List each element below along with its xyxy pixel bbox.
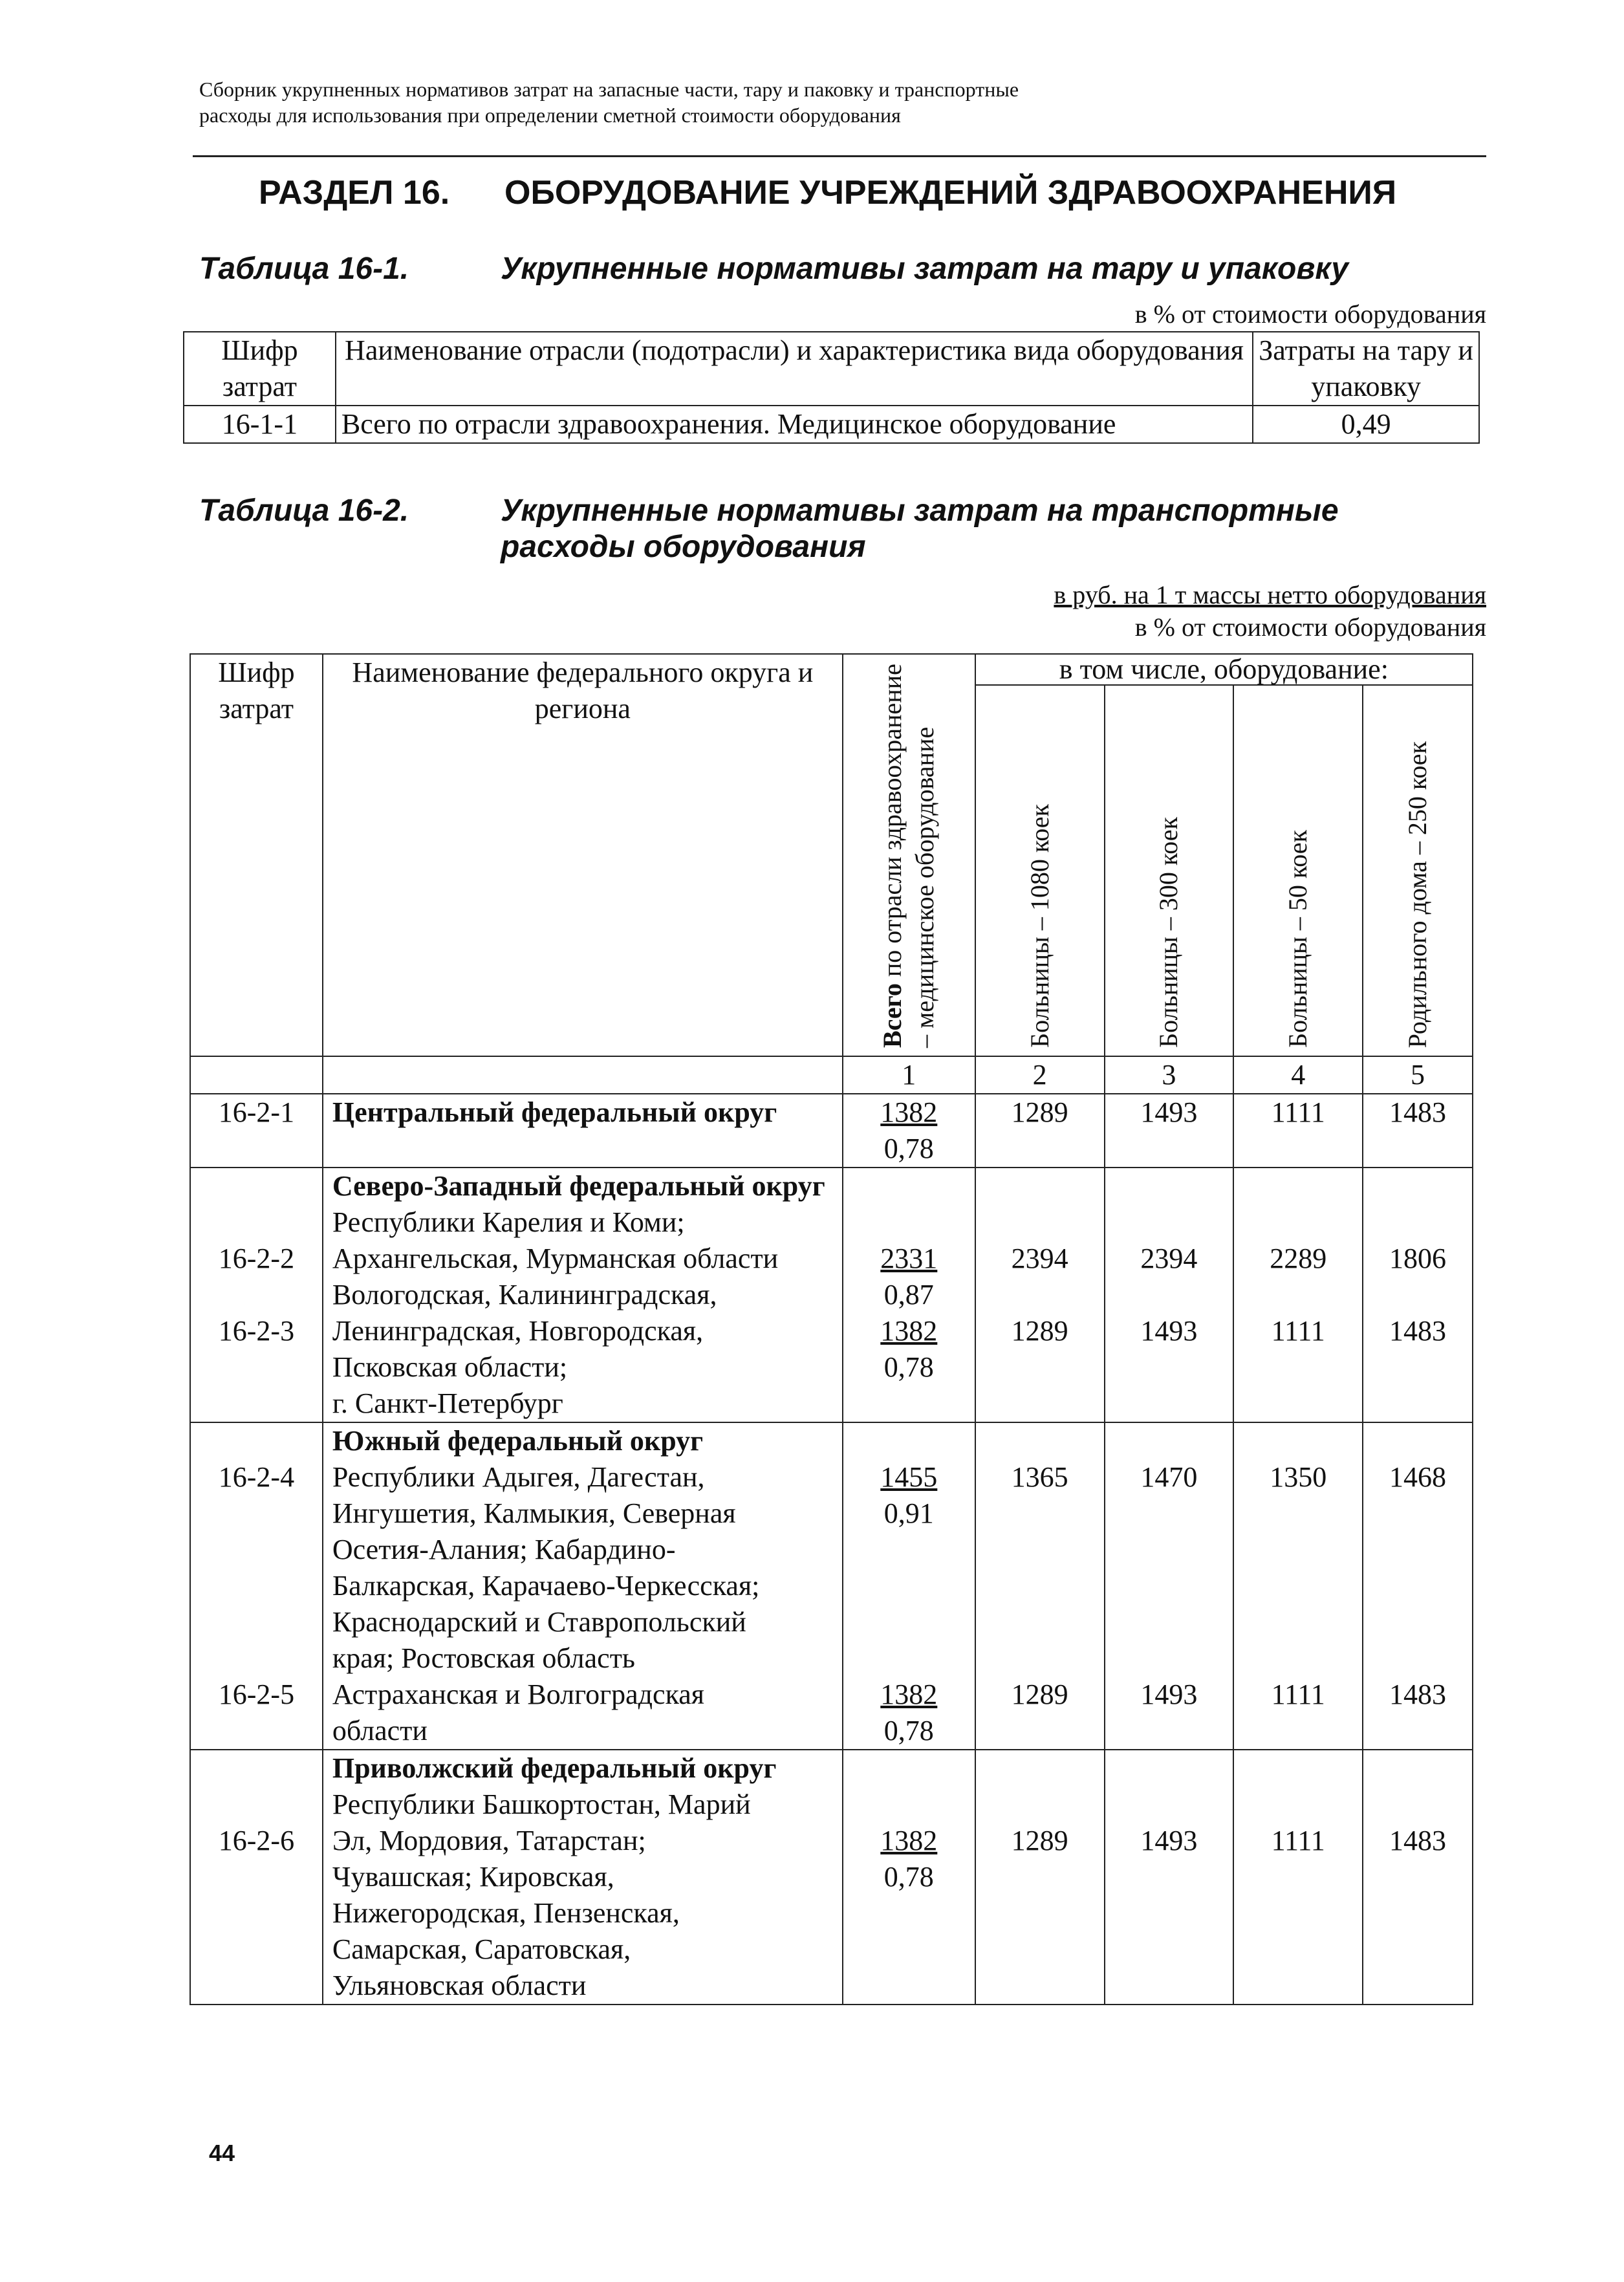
row-code xyxy=(190,1422,323,1750)
row-name xyxy=(323,1750,843,2005)
region-text: Осетия-Алания; Кабардино- xyxy=(332,1534,676,1565)
region-text: Краснодарский и Ставропольский xyxy=(332,1606,746,1638)
value: 2394 xyxy=(1011,1243,1068,1274)
col-number: 2 xyxy=(975,1056,1105,1094)
code-16-2-4: 16-2-4 xyxy=(218,1461,295,1493)
region-text: Самарская, Саратовская, xyxy=(332,1933,631,1965)
table1-label: Таблица 16-1. xyxy=(199,252,409,286)
total-rub: 1382 xyxy=(880,1096,938,1128)
code-16-2-3: 16-2-3 xyxy=(218,1315,295,1347)
row-total xyxy=(843,1422,975,1750)
district-title: Приволжский федеральный округ xyxy=(332,1752,777,1784)
row-maternity xyxy=(1363,1750,1473,2005)
total-rub: 1382 xyxy=(880,1679,938,1710)
row-name xyxy=(323,1422,843,1750)
row-maternity: 1483 xyxy=(1363,1094,1473,1168)
row-hospital-1080 xyxy=(975,1750,1105,2005)
row-name: Всего по отрасли здравоохранения. Медицинское оборудование xyxy=(336,406,1253,443)
district-title: Южный федеральный округ xyxy=(332,1425,704,1457)
row-total xyxy=(843,1094,975,1168)
table1-unit: в % от стоимости оборудования xyxy=(1134,299,1486,329)
table2-header-row xyxy=(190,654,1473,685)
value: 1493 xyxy=(1140,1315,1198,1347)
row-hospital-1080 xyxy=(975,1422,1105,1750)
table-row xyxy=(184,406,1479,443)
col-hospital-300-header xyxy=(1105,685,1234,1056)
row-hospital-300: 1493 xyxy=(1105,1094,1234,1168)
region-text: Псковская области; xyxy=(332,1351,568,1383)
total-pct: 0,78 xyxy=(883,1351,934,1383)
table2-unit-pct: в % от стоимости оборудования xyxy=(1134,613,1486,642)
table-row-group xyxy=(190,1422,1473,1750)
col-hospital-50-header xyxy=(1233,685,1363,1056)
blank-cell xyxy=(323,1056,843,1094)
region-text: Республики Башкортостан, Марий xyxy=(332,1788,751,1820)
header-divider xyxy=(193,155,1486,157)
region-text: Республики Карелия и Коми; xyxy=(332,1206,685,1238)
region-text: Астраханская и Волгоградская xyxy=(332,1679,705,1710)
row-code: 16-2-1 xyxy=(190,1094,323,1168)
region-text: Эл, Мордовия, Татарстан; xyxy=(332,1825,646,1856)
table2-title: Укрупненные нормативы затрат на транспортные расходы оборудования xyxy=(501,494,1339,564)
col-code-header: Шифр затрат xyxy=(190,654,323,1056)
total-bold: Всего xyxy=(878,983,907,1048)
row-cost: 0,49 xyxy=(1253,406,1479,443)
hospital-1080-text: Больницы – 1080 коек xyxy=(1024,804,1054,1048)
section-name: ОБОРУДОВАНИЕ УЧРЕЖДЕНИЙ ЗДРАВООХРАНЕНИЯ xyxy=(504,174,1397,212)
value: 1468 xyxy=(1389,1461,1447,1493)
value: 1365 xyxy=(1011,1461,1068,1493)
value: 1483 xyxy=(1389,1679,1447,1710)
col-group-header: в том числе, оборудование: xyxy=(975,654,1473,685)
value: 2394 xyxy=(1140,1243,1198,1274)
row-hospital-1080: 1289 xyxy=(975,1094,1105,1168)
section-number: РАЗДЕЛ 16. xyxy=(259,174,450,212)
total-pct: 0,91 xyxy=(883,1497,934,1529)
total-pct: 0,78 xyxy=(883,1861,934,1893)
row-total xyxy=(843,1168,975,1422)
total-rub: 1455 xyxy=(880,1461,938,1493)
row-code: 16-1-1 xyxy=(184,406,336,443)
table-transport xyxy=(189,653,1473,2005)
row-hospital-50 xyxy=(1233,1750,1363,2005)
value: 1483 xyxy=(1389,1315,1447,1347)
col-cost-header: Затраты на тару и упаковку xyxy=(1253,332,1479,406)
row-hospital-50 xyxy=(1233,1422,1363,1750)
table2-label: Таблица 16-2. xyxy=(199,494,409,528)
col-maternity-header xyxy=(1363,685,1473,1056)
col-number: 1 xyxy=(843,1056,975,1094)
col-number: 3 xyxy=(1105,1056,1234,1094)
value: 1806 xyxy=(1389,1243,1447,1274)
value: 1350 xyxy=(1270,1461,1327,1493)
value: 1289 xyxy=(1011,1679,1068,1710)
row-hospital-300 xyxy=(1105,1422,1234,1750)
col-number: 4 xyxy=(1233,1056,1363,1094)
district-title: Северо-Западный федеральный округ xyxy=(332,1170,825,1202)
total-pct: 0,87 xyxy=(883,1279,934,1310)
col-number: 5 xyxy=(1363,1056,1473,1094)
hospital-300-text: Больницы – 300 коек xyxy=(1154,817,1184,1048)
region-text: г. Санкт-Петербург xyxy=(332,1387,563,1419)
total-rub: 2331 xyxy=(880,1243,938,1274)
col-code-header: Шифр затрат xyxy=(184,332,336,406)
region-text: Архангельская, Мурманская области xyxy=(332,1243,779,1274)
row-code xyxy=(190,1750,323,2005)
header-line-2: расходы для использования при определении сметной стоимости оборудования xyxy=(199,103,901,127)
document-header xyxy=(199,76,1486,128)
hospital-50-text: Больницы – 50 коек xyxy=(1283,830,1313,1048)
blank-cell xyxy=(190,1056,323,1094)
value: 1111 xyxy=(1271,1679,1325,1710)
table-row-group xyxy=(190,1168,1473,1422)
region-text: края; Ростовская область xyxy=(332,1642,635,1674)
value: 1111 xyxy=(1271,1315,1325,1347)
row-name xyxy=(323,1168,843,1422)
table-row-group xyxy=(190,1750,1473,2005)
row-hospital-300 xyxy=(1105,1750,1234,2005)
row-hospital-1080 xyxy=(975,1168,1105,1422)
header-line-1: Сборник укрупненных нормативов затрат на запасные части, тару и паковку и транспортные xyxy=(199,78,1019,101)
row-hospital-50 xyxy=(1233,1168,1363,1422)
total-pct: 0,78 xyxy=(883,1715,934,1746)
value: 2289 xyxy=(1270,1243,1327,1274)
row-name: Центральный федеральный округ xyxy=(323,1094,843,1168)
region-text: Ленинградская, Новгородская, xyxy=(332,1315,704,1347)
region-text: области xyxy=(332,1715,428,1746)
value: 1470 xyxy=(1140,1461,1198,1493)
row-maternity xyxy=(1363,1168,1473,1422)
code-16-2-2: 16-2-2 xyxy=(218,1243,295,1274)
table-row xyxy=(190,1094,1473,1168)
table1-title: Укрупненные нормативы затрат на тару и упаковку xyxy=(501,252,1348,286)
table2-unit-rub xyxy=(1054,580,1486,611)
col-hospital-1080-header xyxy=(975,685,1105,1056)
region-text: Вологодская, Калининградская, xyxy=(332,1279,717,1310)
row-total xyxy=(843,1750,975,2005)
table-packaging xyxy=(183,331,1480,444)
col-total-header xyxy=(843,654,975,1056)
region-text: Ульяновская области xyxy=(332,1970,587,2001)
col-name-header: Наименование отрасли (подотрасли) и характеристика вида оборудования xyxy=(336,332,1253,406)
region-text: Чувашская; Кировская, xyxy=(332,1861,614,1893)
value: 1493 xyxy=(1140,1825,1198,1856)
column-number-row xyxy=(190,1056,1473,1094)
value: 1289 xyxy=(1011,1315,1068,1347)
maternity-text: Родильного дома – 250 коек xyxy=(1403,741,1433,1048)
total-rub: 1382 xyxy=(880,1315,938,1347)
region-text: Республики Адыгея, Дагестан, xyxy=(332,1461,705,1493)
code-16-2-6: 16-2-6 xyxy=(218,1825,295,1856)
col-name-header: Наименование федерального округа и региона xyxy=(323,654,843,1056)
total-rest: по отрасли здравоохранение – медицинское оборудование xyxy=(878,664,940,1048)
table1-header-row xyxy=(184,332,1479,406)
unit-rub-text: в руб. на 1 т массы нетто оборудования xyxy=(1054,580,1486,609)
value: 1483 xyxy=(1389,1825,1447,1856)
region-text: Ингушетия, Калмыкия, Северная xyxy=(332,1497,736,1529)
section-title xyxy=(259,173,1488,212)
code-16-2-5: 16-2-5 xyxy=(218,1679,295,1710)
value: 1111 xyxy=(1271,1825,1325,1856)
region-text: Нижегородская, Пензенская, xyxy=(332,1897,680,1929)
region-text: Балкарская, Карачаево-Черкесская; xyxy=(332,1570,760,1602)
row-maternity xyxy=(1363,1422,1473,1750)
value: 1289 xyxy=(1011,1825,1068,1856)
row-hospital-300 xyxy=(1105,1168,1234,1422)
total-pct: 0,78 xyxy=(883,1133,934,1164)
value: 1493 xyxy=(1140,1679,1198,1710)
page-number: 44 xyxy=(209,2140,235,2166)
row-hospital-50: 1111 xyxy=(1233,1094,1363,1168)
row-code xyxy=(190,1168,323,1422)
total-rub: 1382 xyxy=(880,1825,938,1856)
